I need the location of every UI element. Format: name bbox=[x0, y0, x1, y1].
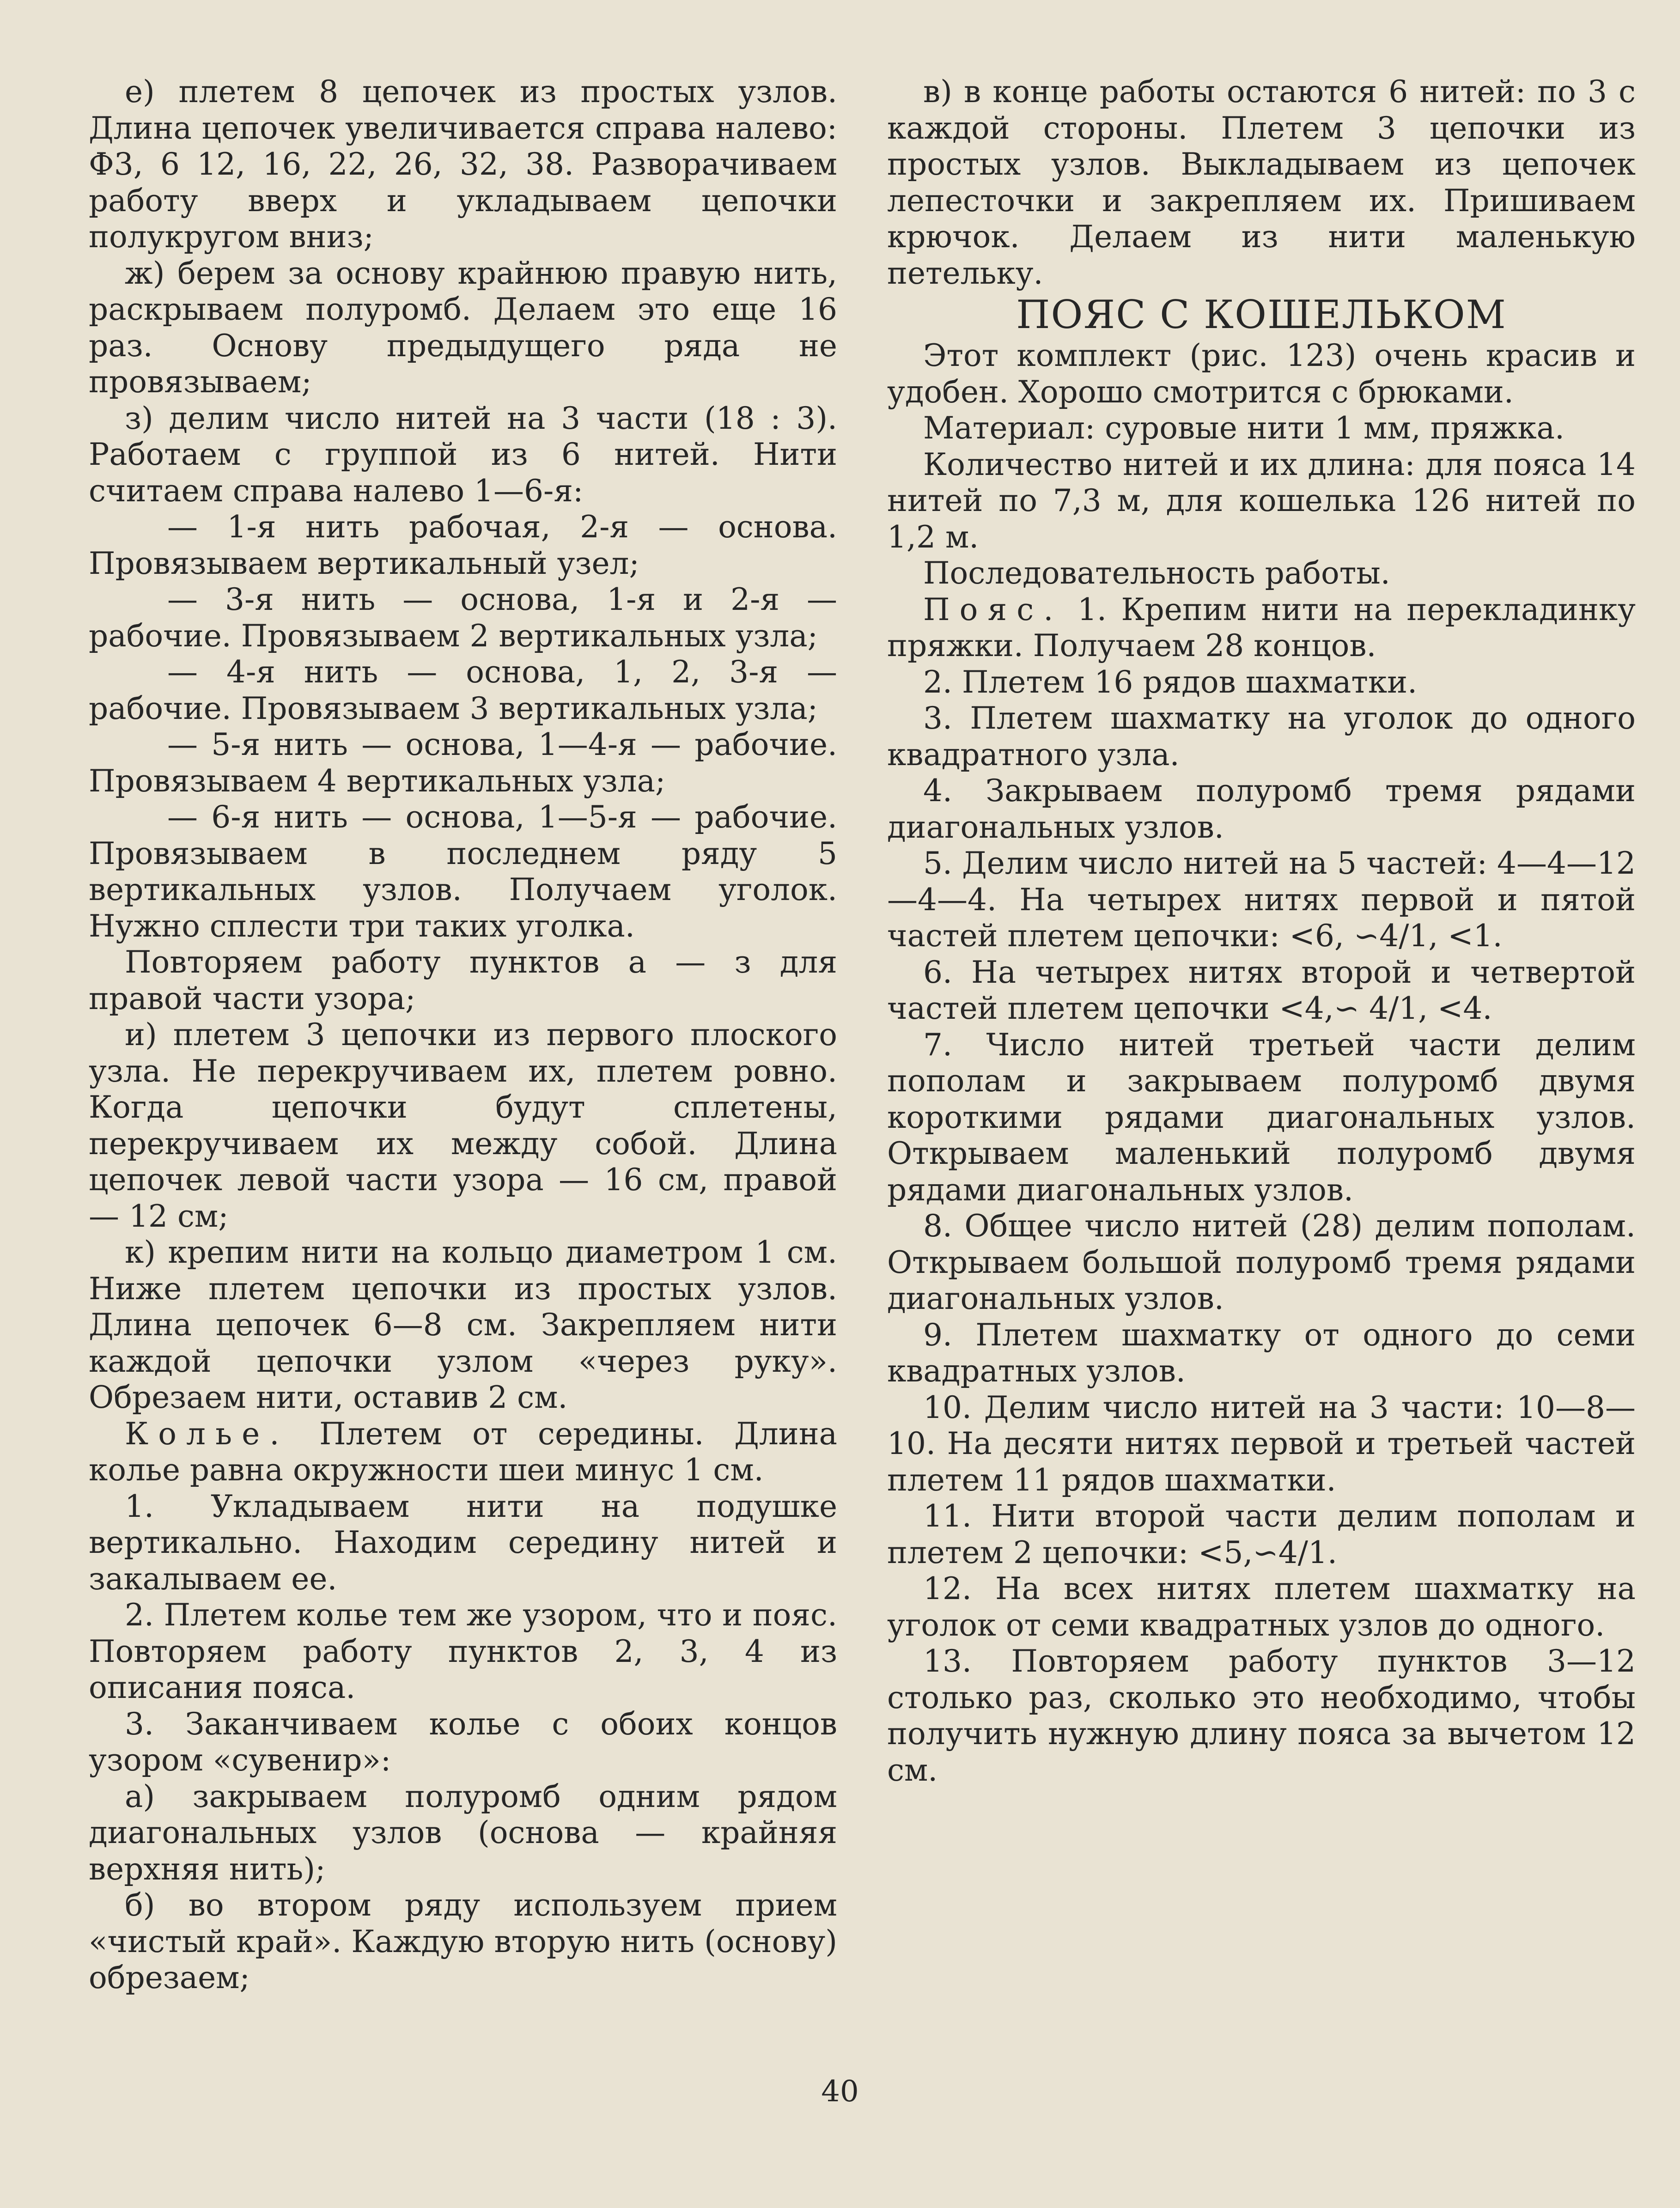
paragraph: Количество нитей и их длина: для пояса 14 нитей по 7,3 м, для кошелька 126 нитей по 1,2 м. bbox=[887, 446, 1636, 555]
paragraph: 5. Делим число нитей на 5 частей: 4—4—12—4—4. На четырех нитях первой и пятой частей плетем цепочки: <6, ∽4/1, <1. bbox=[887, 845, 1636, 954]
paragraph: — 6-я нить — основа, 1—5-я — рабочие. Провязываем в последнем ряду 5 вертикальных узлов. Получаем уголок. Нужно сплести три таких уголка. bbox=[89, 799, 837, 944]
paragraph-kolie bbox=[89, 1416, 837, 1489]
paragraph: — 5-я нить — основа, 1—4-я — рабочие. Провязываем 4 вертикальных узла; bbox=[89, 727, 837, 799]
paragraph: 9. Плетем шахматку от одного до семи квадратных узлов. bbox=[887, 1317, 1636, 1389]
paragraph: Этот комплект (рис. 123) очень красив и удобен. Хорошо смотрится с брюками. bbox=[887, 338, 1636, 410]
paragraph: 11. Нити второй части делим пополам и плетем 2 цепочки: <5,∽4/1. bbox=[887, 1498, 1636, 1570]
paragraph: а) закрываем полуромб одним рядом диагональных узлов (основа — крайняя верхняя нить); bbox=[89, 1778, 837, 1887]
paragraph: е) плетем 8 цепочек из простых узлов. Длина цепочек увеличивается справа налево: Ф3, 6 12, 16, 22, 26, 32, 38. Разворачиваем работу вверх и укладываем цепочки полукругом вниз; bbox=[89, 74, 837, 255]
paragraph-text: Плетем от середины. Длина колье равна окружности шеи минус 1 см. bbox=[89, 1416, 837, 1488]
paragraph: 12. На всех нитях плетем шахматку на уголок от семи квадратных узлов до одного. bbox=[887, 1571, 1636, 1643]
section-lead: Пояс. bbox=[923, 591, 1063, 627]
section-heading: ПОЯС С КОШЕЛЬКОМ bbox=[1016, 292, 1507, 337]
paragraph-text: 1. Крепим нити на перекладинку пряжки. Получаем 28 концов. bbox=[887, 591, 1636, 663]
paragraph: Последовательность работы. bbox=[923, 555, 1390, 591]
section-lead: Колье. bbox=[125, 1416, 289, 1452]
paragraph: ж) берем за основу крайнюю правую нить, раскрываем полуромб. Делаем это еще 16 раз. Основу предыдущего ряда не провязываем; bbox=[89, 255, 837, 400]
paragraph: в) в конце работы остаются 6 нитей: по 3 с каждой стороны. Плетем 3 цепочки из простых узлов. Выкладываем из цепочек лепесточки и закрепляем их. Пришиваем крючок. Делаем из нити маленькую петельку. bbox=[887, 74, 1636, 291]
paragraph: 1. Укладываем нити на подушке вертикально. Находим середину нитей и закалываем ее. bbox=[89, 1488, 837, 1597]
paragraph-poyas bbox=[887, 592, 1636, 664]
right-column bbox=[887, 74, 1636, 1788]
paragraph: з) делим число нитей на 3 части (18 : 3). Работаем с группой из 6 нитей. Нити считаем справа налево 1—6-я: bbox=[89, 400, 837, 509]
paragraph: 8. Общее число нитей (28) делим пополам. Открываем большой полуромб тремя рядами диагональных узлов. bbox=[887, 1208, 1636, 1316]
paragraph: и) плетем 3 цепочки из первого плоского узла. Не перекручиваем их, плетем ровно. Когда цепочки будут сплетены, перекручиваем их между собой. Длина цепочек левой части узора — 16 см, правой — 12 см; bbox=[89, 1017, 837, 1234]
paragraph: 13. Повторяем работу пунктов 3—12 столько раз, сколько это необходимо, чтобы получить нужную длину пояса за вычетом 12 см. bbox=[887, 1643, 1636, 1788]
page-number: 40 bbox=[821, 2074, 859, 2109]
paragraph: 2. Плетем колье тем же узором, что и пояс. Повторяем работу пунктов 2, 3, 4 из описания пояса. bbox=[89, 1597, 837, 1705]
paragraph: — 1-я нить рабочая, 2-я — основа. Провязываем вертикальный узел; bbox=[89, 509, 837, 581]
paragraph: 2. Плетем 16 рядов шахматки. bbox=[923, 664, 1418, 700]
paragraph: Повторяем работу пунктов а — з для правой части узора; bbox=[89, 944, 837, 1016]
paragraph: Материал: суровые нити 1 мм, пряжка. bbox=[923, 410, 1564, 446]
paragraph: 3. Заканчиваем колье с обоих концов узором «сувенир»: bbox=[89, 1706, 837, 1778]
paragraph: к) крепим нити на кольцо диаметром 1 см. Ниже плетем цепочки из простых узлов. Длина цепочек 6—8 см. Закрепляем нити каждой цепочки узлом «через руку». Обрезаем нити, оставив 2 см. bbox=[89, 1235, 837, 1415]
paragraph: — 4-я нить — основа, 1, 2, 3-я — рабочие. Провязываем 3 вертикальных узла; bbox=[89, 654, 837, 726]
paragraph: 7. Число нитей третьей части делим пополам и закрываем полуромб двумя короткими рядами диагональных узлов. Открываем маленький полуромб двумя рядами диагональных узлов. bbox=[887, 1027, 1636, 1208]
paragraph: б) во втором ряду используем прием «чистый край». Каждую вторую нить (основу) обрезаем; bbox=[89, 1887, 837, 1995]
paragraph: 6. На четырех нитях второй и четвертой частей плетем цепочки <4,∽ 4/1, <4. bbox=[887, 954, 1636, 1026]
paragraph: 4. Закрываем полуромб тремя рядами диагональных узлов. bbox=[887, 773, 1636, 845]
paragraph: 3. Плетем шахматку на уголок до одного квадратного узла. bbox=[887, 700, 1636, 772]
paragraph: 10. Делим число нитей на 3 части: 10—8—10. На десяти нитях первой и третьей частей плетем 11 рядов шахматки. bbox=[887, 1389, 1636, 1498]
paragraph: — 3-я нить — основа, 1-я и 2-я — рабочие. Провязываем 2 вертикальных узла; bbox=[89, 582, 837, 654]
left-column bbox=[89, 74, 837, 1996]
